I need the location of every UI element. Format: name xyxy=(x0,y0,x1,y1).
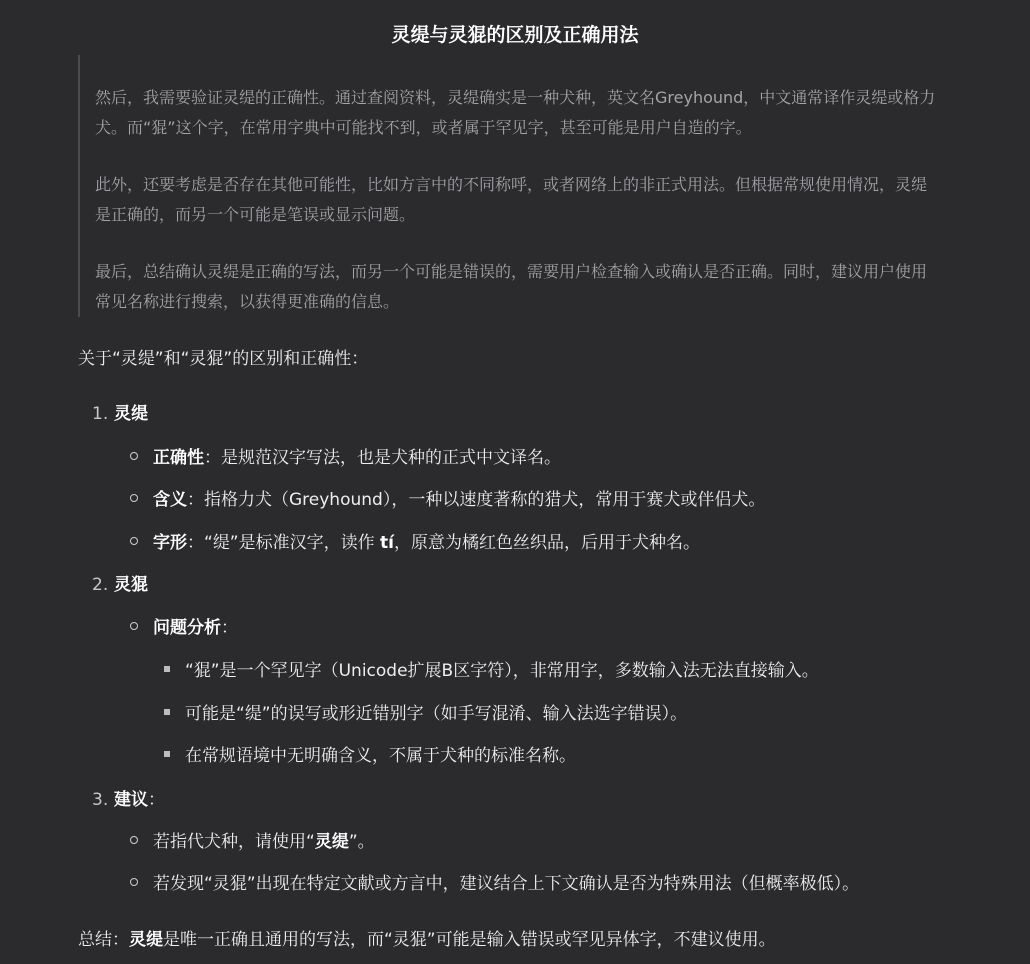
list-item-title: 灵猑 xyxy=(114,575,148,595)
circle-bullet-icon xyxy=(130,494,138,502)
list-number: 1. xyxy=(92,404,109,424)
thinking-line: 然后，我需要验证灵缇的正确性。通过查阅资料，灵缇确实是一种犬种，英文名Greyhound，中文通常译作灵缇或格力 xyxy=(95,88,936,107)
sub-item xyxy=(130,827,375,857)
thinking-paragraph-3 xyxy=(80,257,927,317)
sub-item-label: 正确性 xyxy=(153,448,204,468)
thinking-block xyxy=(78,55,1030,317)
sub-item-text: 若发现“灵猑”出现在特定文献或方言中，建议结合上下文确认是否为特殊用法（但概率极低）。 xyxy=(153,874,860,894)
circle-bullet-icon xyxy=(130,452,138,460)
sub-item-text: ，原意为橘红色丝织品，后用于犬种名。 xyxy=(394,533,700,553)
square-bullet-icon xyxy=(164,666,170,672)
nested-item xyxy=(164,656,819,686)
thinking-line: 此外，还要考虑是否存在其他可能性，比如方言中的不同称呼，或者网络上的非正式用法。但根据常规使用情况，灵缇 xyxy=(95,175,928,194)
thinking-line: 常见名称进行搜索，以获得更准确的信息。 xyxy=(95,292,400,311)
list-item-2 xyxy=(92,570,148,600)
sub-item-text: ：指格力犬（Greyhound），一种以速度著称的猎犬，常用于赛犬或伴侣犬。 xyxy=(187,490,766,510)
list-number: 3. xyxy=(92,790,109,810)
summary-rest: 是唯一正确且通用的写法，而“灵猑”可能是输入错误或罕见异体字，不建议使用。 xyxy=(163,930,776,950)
sub-item-label: 问题分析 xyxy=(153,618,221,638)
sub-item xyxy=(130,613,238,643)
list-item-3 xyxy=(92,785,165,815)
thinking-line: 最后，总结确认灵缇是正确的写法，而另一个可能是错误的，需要用户检查输入或确认是否正确。同时，建议用户使用 xyxy=(95,262,928,281)
square-bullet-icon xyxy=(164,709,170,715)
square-bullet-icon xyxy=(164,751,170,757)
sub-item-text: 若指代犬种，请使用“ xyxy=(153,832,315,852)
pinyin: tí xyxy=(380,533,394,553)
circle-bullet-icon xyxy=(130,878,138,886)
summary-text xyxy=(78,925,776,950)
sub-item xyxy=(130,485,765,515)
sub-item-text: ： xyxy=(221,618,238,638)
sub-item-text: ”。 xyxy=(348,832,375,852)
circle-bullet-icon xyxy=(130,836,138,844)
thinking-line: 是正确的，而另一个可能是笔误或显示问题。 xyxy=(95,205,416,224)
thinking-paragraph-1 xyxy=(80,83,935,143)
intro-text: 关于“灵缇”和“灵猑”的区别和正确性： xyxy=(78,349,369,369)
list-item-1 xyxy=(92,399,148,429)
sub-item-text: ：是规范汉字写法，也是犬种的正式中文译名。 xyxy=(204,448,561,468)
list-item-colon: ： xyxy=(148,790,165,810)
nested-item-text: 在常规语境中无明确含义，不属于犬种的标准名称。 xyxy=(185,746,576,766)
list-item-title: 灵缇 xyxy=(114,404,148,424)
sub-item xyxy=(130,443,561,473)
sub-item xyxy=(130,869,859,899)
response-title: 灵缇与灵猑的区别及正确用法 xyxy=(391,24,639,46)
circle-bullet-icon xyxy=(130,537,138,545)
sub-item-label: 含义 xyxy=(153,490,187,510)
list-item-title: 建议 xyxy=(114,790,148,810)
summary-prefix: 总结： xyxy=(78,930,129,950)
sub-item-label: 字形 xyxy=(153,533,187,553)
circle-bullet-icon xyxy=(130,622,138,630)
nested-item-text: 可能是“缇”的误写或形近错别字（如手写混淆、输入法选字错误）。 xyxy=(185,704,688,724)
nested-item xyxy=(164,699,687,729)
list-number: 2. xyxy=(92,575,109,595)
nested-item-text: “猑”是一个罕见字（Unicode扩展B区字符），非常用字，多数输入法无法直接输入。 xyxy=(185,661,819,681)
sub-item-bold: 灵缇 xyxy=(314,832,349,852)
thinking-paragraph-2 xyxy=(80,170,927,230)
summary-bold: 灵缇 xyxy=(129,930,163,950)
sub-item-text: ：“缇”是标准汉字，读作 xyxy=(187,533,381,553)
sub-item xyxy=(130,528,700,558)
thinking-line: 犬。而“猑”这个字，在常用字典中可能找不到，或者属于罕见字，甚至可能是用户自造的字。 xyxy=(95,118,752,137)
nested-item xyxy=(164,741,576,771)
